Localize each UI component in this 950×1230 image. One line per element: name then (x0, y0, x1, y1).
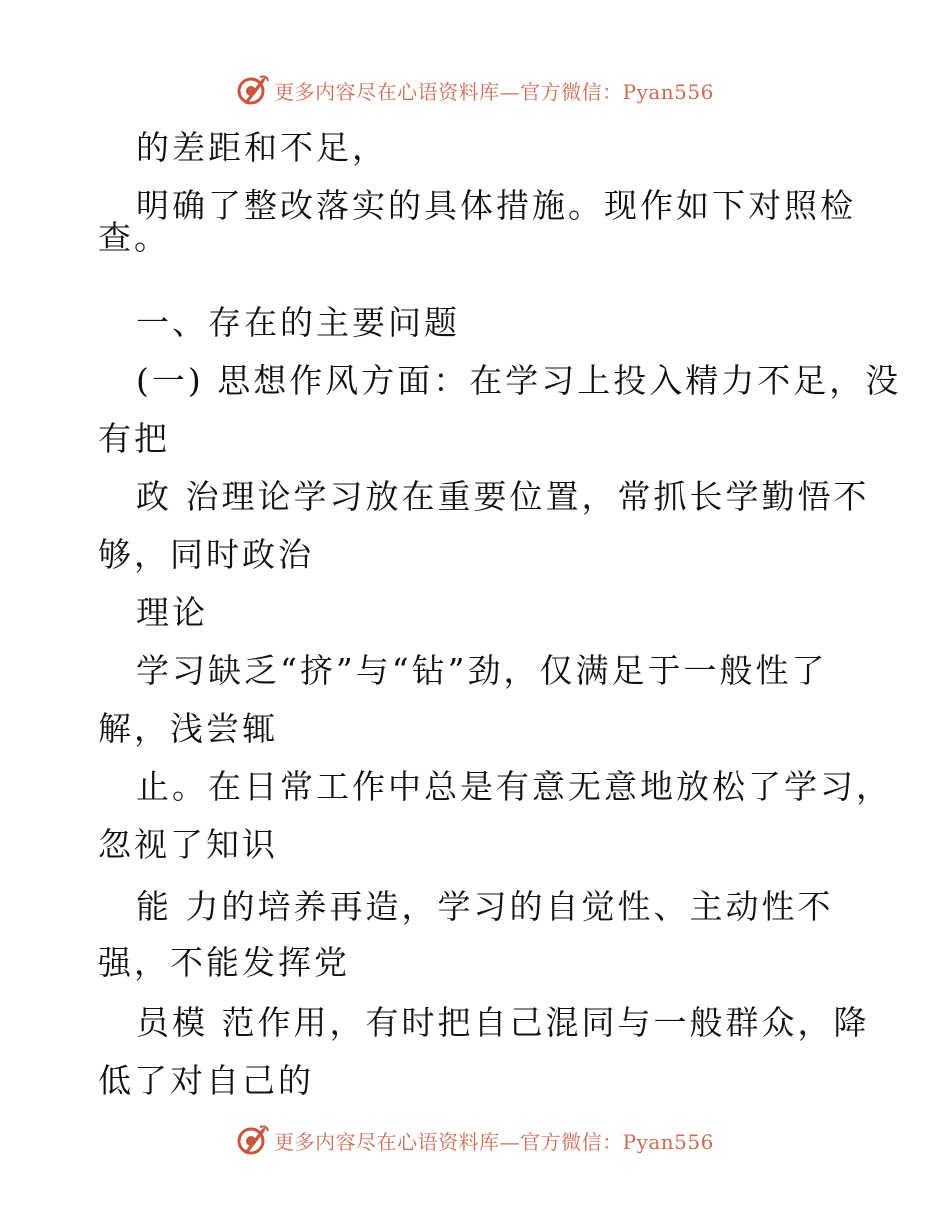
body-line: 能 力的培养再造，学习的自觉性、主动性不 (136, 887, 834, 926)
body-line: 强，不能发挥党 (98, 943, 350, 982)
body-line: 止。在日常工作中总是有意无意地放松了学习， (136, 767, 892, 806)
body-line: 政 治理论学习放在重要位置，常抓长学勤悟不 (136, 477, 870, 516)
quill-logo-icon (236, 1123, 270, 1157)
quill-logo-icon (236, 73, 270, 107)
subsection-line: (一) 思想作风方面：在学习上投入精力不足，没 (136, 361, 902, 400)
body-line: 解，浅尝辄 (98, 709, 278, 748)
body-line: 低了对自己的 (98, 1061, 314, 1100)
section-heading: 一、存在的主要问题 (136, 303, 460, 342)
body-line: 员模 范作用，有时把自己混同与一般群众，降 (136, 1003, 870, 1042)
body-line: 的差距和不足， (136, 128, 388, 167)
body-line: 有把 (98, 419, 170, 458)
header-watermark (0, 70, 950, 110)
body-line: 学习缺乏“挤”与“钻”劲，仅满足于一般性了 (136, 651, 828, 690)
body-line: 理论 (136, 593, 208, 632)
body-line: 够，同时政治 (98, 535, 314, 574)
body-line: 明确了整改落实的具体措施。现作如下对照检 (136, 186, 856, 225)
body-line: 查。 (98, 218, 170, 257)
body-line: 忽视了知识 (98, 825, 278, 864)
header-watermark-text: 更多内容尽在心语资料库—官方微信：Pyan556 (274, 79, 714, 104)
footer-watermark-text: 更多内容尽在心语资料库—官方微信：Pyan556 (274, 1129, 714, 1154)
footer-watermark (0, 1120, 950, 1160)
